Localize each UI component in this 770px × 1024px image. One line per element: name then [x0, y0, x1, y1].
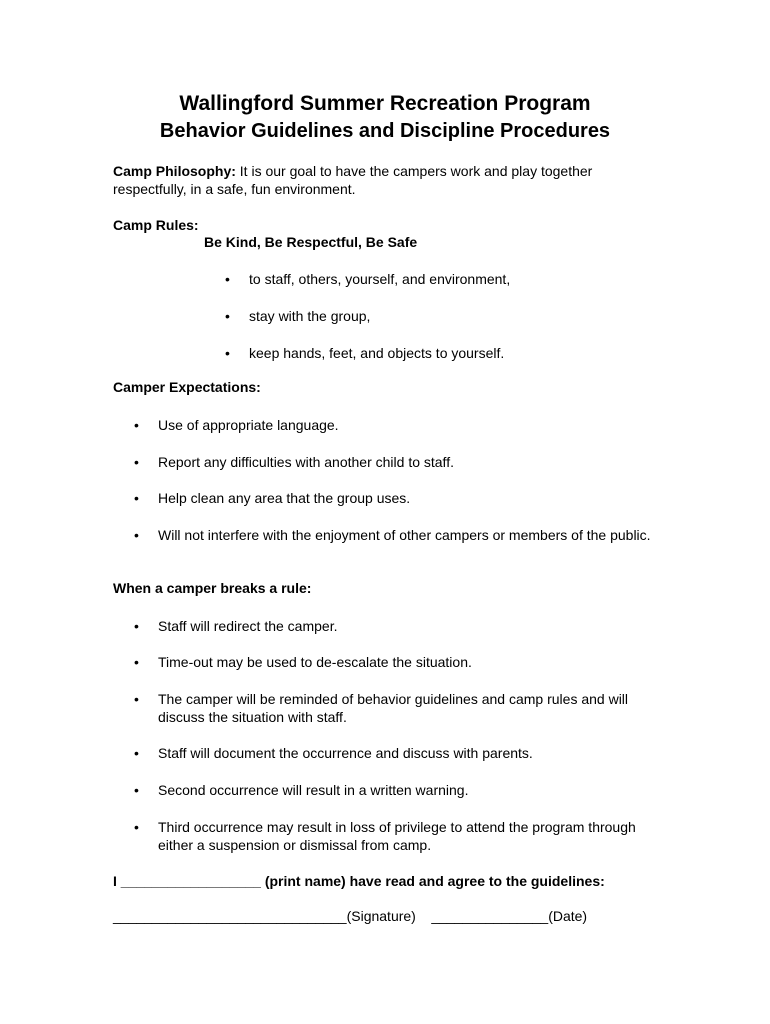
bullet-icon: •: [134, 490, 139, 506]
rule-item: [225, 307, 669, 325]
bullet-icon: •: [134, 819, 139, 835]
procedure-item: [134, 781, 658, 799]
breaks-rule-heading: When a camper breaks a rule:: [113, 580, 312, 596]
procedure-item-text: Second occurrence will result in a written warning.: [158, 782, 469, 798]
rule-item: [225, 270, 669, 288]
expectation-item-text: Help clean any area that the group uses.: [158, 490, 411, 506]
bullet-icon: •: [225, 308, 230, 324]
agreement-statement: I __________________ (print name) have read and agree to the guidelines:: [113, 873, 605, 889]
bullet-icon: •: [134, 527, 139, 543]
procedure-item: [134, 617, 658, 635]
bullet-icon: •: [134, 654, 139, 670]
rule-item-text: keep hands, feet, and objects to yourself.: [249, 345, 505, 361]
bullet-icon: •: [134, 618, 139, 634]
bullet-icon: •: [134, 745, 139, 761]
rule-item: [225, 344, 669, 362]
procedure-item: [134, 690, 658, 726]
camper-expectations-heading: Camper Expectations:: [113, 379, 261, 395]
procedure-item: [134, 818, 658, 854]
rule-item-text: to staff, others, yourself, and environment,: [249, 271, 511, 287]
camp-rules-heading: Camp Rules:: [113, 217, 199, 233]
bullet-icon: •: [134, 691, 139, 707]
signature-date-line: ______________________________(Signature) _______________(Date): [113, 908, 588, 924]
document-subtitle: Behavior Guidelines and Discipline Procedures: [159, 120, 611, 142]
procedure-item: [134, 653, 658, 671]
document-title: Wallingford Summer Recreation Program: [179, 92, 591, 115]
bullet-icon: •: [134, 782, 139, 798]
bullet-icon: •: [225, 345, 230, 361]
procedure-item: [134, 744, 658, 762]
bullet-icon: •: [134, 417, 139, 433]
expectation-item-text: Will not interfere with the enjoyment of other campers or members of the public.: [158, 527, 651, 543]
expectation-item: [134, 526, 658, 544]
procedure-item-text: Third occurrence may result in loss of privilege to attend the program through either a suspension or dismissal from camp.: [158, 819, 636, 853]
camp-rules-motto: Be Kind, Be Respectful, Be Safe: [204, 234, 418, 250]
expectation-item-text: Report any difficulties with another child to staff.: [158, 454, 454, 470]
bullet-icon: •: [134, 454, 139, 470]
expectation-item: [134, 489, 658, 507]
camp-philosophy: [113, 162, 658, 198]
procedure-item-text: Staff will document the occurrence and discuss with parents.: [158, 745, 533, 761]
procedure-item-text: Staff will redirect the camper.: [158, 618, 338, 634]
expectation-item-text: Use of appropriate language.: [158, 417, 339, 433]
procedure-item-text: Time-out may be used to de-escalate the situation.: [158, 654, 472, 670]
bullet-icon: •: [225, 271, 230, 287]
procedure-item-text: The camper will be reminded of behavior guidelines and camp rules and will discuss the situation with staff.: [158, 691, 629, 725]
rule-item-text: stay with the group,: [249, 308, 371, 324]
camp-philosophy-text: It is our goal to have the campers work and play together respectfully, in a safe, fun environment.: [113, 163, 593, 197]
expectation-item: [134, 416, 658, 434]
expectation-item: [134, 453, 658, 471]
camp-philosophy-label: Camp Philosophy:: [113, 163, 236, 179]
